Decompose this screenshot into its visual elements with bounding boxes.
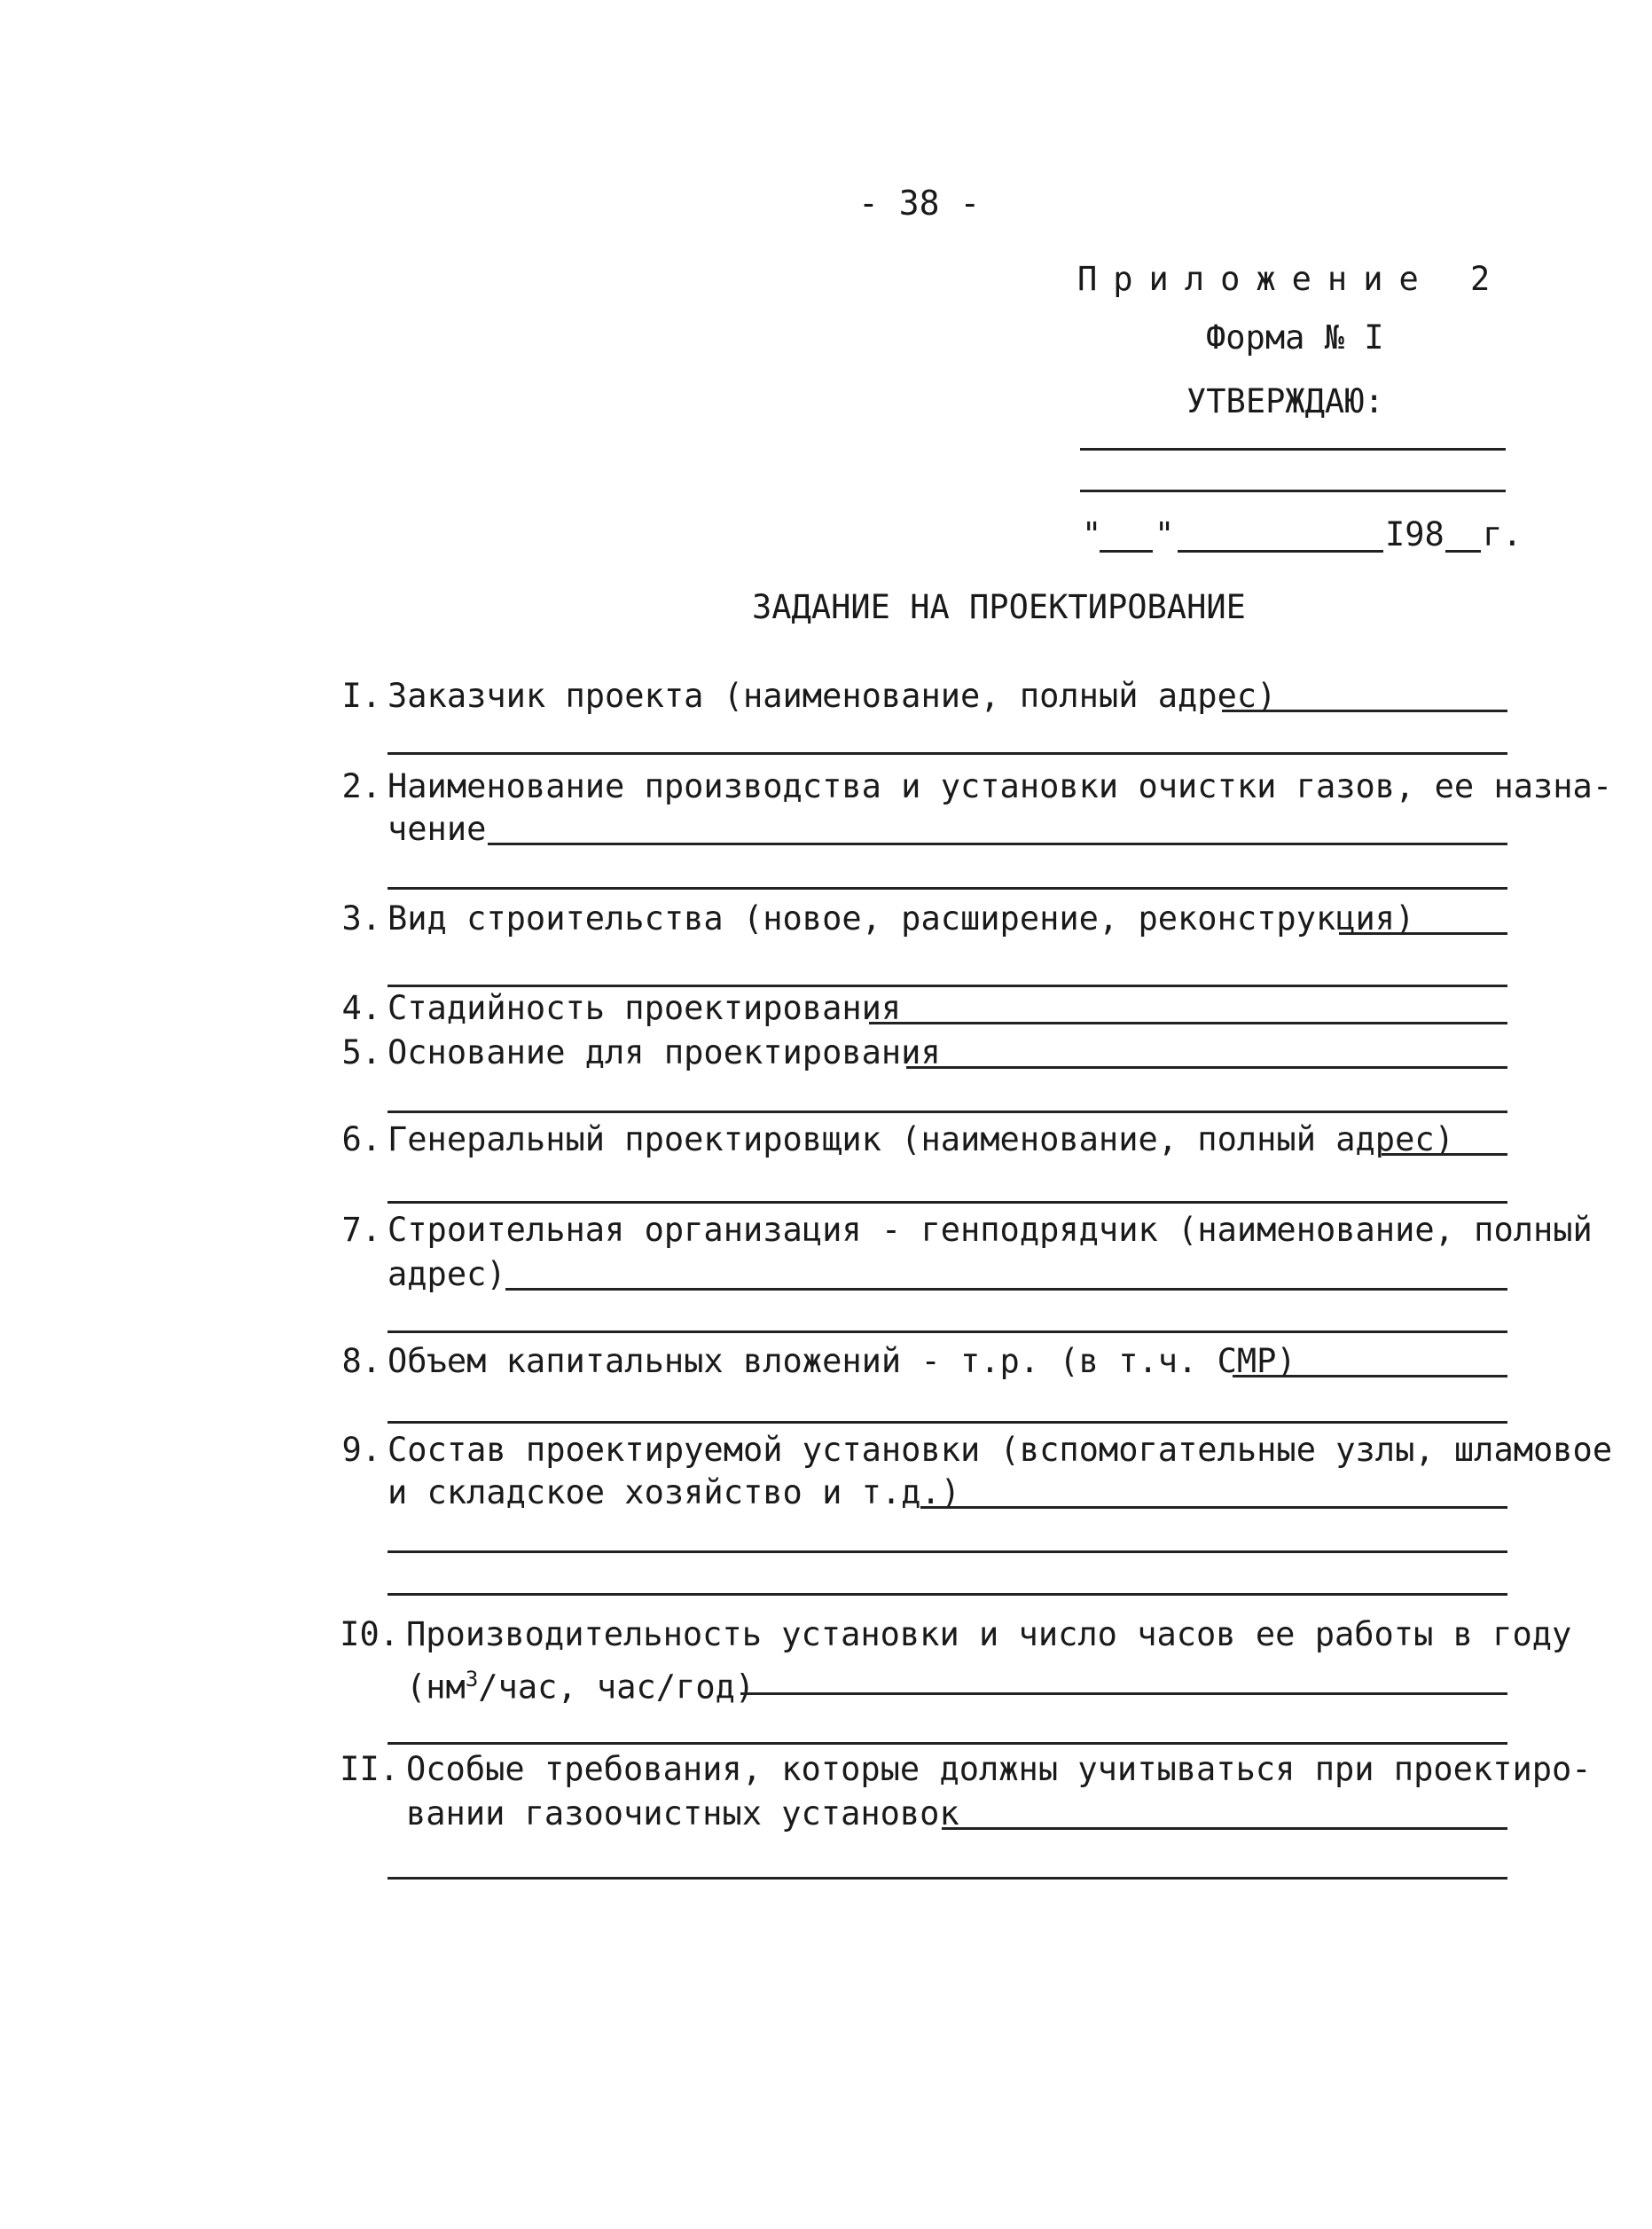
- item-number: 8.: [341, 1342, 381, 1380]
- fill-line: [740, 1692, 1507, 1695]
- fill-line: [388, 887, 1507, 890]
- fill-line: [388, 1742, 1507, 1745]
- date-year: I98: [1385, 515, 1445, 553]
- form-number: Форма № I: [1206, 318, 1384, 357]
- item-text: Генеральный проектировщик (наименование, полный адрес): [388, 1120, 1454, 1158]
- unit-suffix: /час, час/год): [478, 1668, 756, 1707]
- fill-line: [388, 1593, 1507, 1596]
- item-text: Объем капитальных вложений - т.р. (в т.ч. СМР): [388, 1342, 1296, 1380]
- fill-line: [488, 843, 1507, 845]
- item-text: Состав проектируемой установки (вспомогательные узлы, шламовое: [388, 1431, 1613, 1469]
- fill-line: [1233, 1375, 1507, 1377]
- fill-line: [388, 1421, 1507, 1424]
- item-number: 4.: [341, 989, 381, 1027]
- item-text: Заказчик проекта (наименование, полный адрес): [388, 677, 1277, 715]
- item-text: Производительность установки и число часов ее работы в году: [406, 1615, 1572, 1653]
- fill-line: [942, 1827, 1507, 1830]
- fill-line: [1382, 1153, 1507, 1156]
- unit-prefix: (нм: [406, 1668, 466, 1707]
- item-text-cont: чение: [388, 810, 487, 848]
- date-day-blank: [1100, 550, 1153, 553]
- item-number: 2.: [341, 767, 381, 805]
- item-text: Строительная организация - генподрядчик (наименование, полный: [388, 1211, 1593, 1249]
- fill-line: [906, 1066, 1507, 1069]
- item-text: Вид строительства (новое, расширение, реконструкция): [388, 899, 1415, 938]
- item-text-cont: и складское хозяйство и т.д.): [388, 1473, 961, 1511]
- approve-label: УТВЕРЖДАЮ:: [1186, 382, 1384, 420]
- fill-line: [388, 1550, 1507, 1553]
- date-year-blank: [1445, 550, 1481, 553]
- appendix-label: Приложение 2: [1077, 260, 1507, 298]
- item-text-cont: [406, 1659, 755, 1707]
- item-text: Основание для проектирования: [388, 1033, 941, 1071]
- item-text-cont: адрес): [388, 1255, 506, 1293]
- item-text: Особые требования, которые должны учитываться при проектиро-: [406, 1750, 1592, 1788]
- fill-line: [920, 1506, 1507, 1509]
- fill-line: [388, 1330, 1507, 1333]
- unit-exponent: 3: [465, 1667, 479, 1691]
- fill-line: [388, 1201, 1507, 1204]
- item-number: 3.: [341, 899, 381, 938]
- fill-line: [388, 752, 1507, 755]
- date-g: г.: [1483, 515, 1523, 553]
- item-number: I0.: [340, 1615, 399, 1653]
- item-number: 7.: [341, 1211, 381, 1249]
- item-number: 5.: [341, 1033, 381, 1071]
- item-number: 6.: [341, 1120, 381, 1158]
- fill-line: [388, 1877, 1507, 1880]
- item-text: Стадийность проектирования: [388, 989, 902, 1027]
- item-text-cont: вании газоочистных установок: [406, 1794, 959, 1833]
- fill-line: [869, 1022, 1507, 1024]
- page-number: - 38 -: [858, 184, 981, 223]
- item-number: 9.: [341, 1431, 381, 1469]
- document-title: ЗАДАНИЕ НА ПРОЕКТИРОВАНИЕ: [752, 588, 1246, 626]
- fill-line: [505, 1288, 1507, 1291]
- fill-line: [388, 1111, 1507, 1113]
- item-number: II.: [340, 1750, 399, 1788]
- date-open-quote: ": [1082, 515, 1102, 553]
- fill-line: [1222, 710, 1507, 712]
- approver-signature-line: [1080, 448, 1506, 451]
- fill-line: [388, 985, 1507, 987]
- item-text: Наименование производства и установки очистки газов, ее назна-: [388, 767, 1613, 805]
- date-close-quote: ": [1155, 515, 1175, 553]
- fill-line: [1339, 932, 1507, 935]
- date-month-blank: [1178, 550, 1383, 553]
- item-number: I.: [341, 677, 381, 715]
- approver-name-line: [1080, 490, 1506, 492]
